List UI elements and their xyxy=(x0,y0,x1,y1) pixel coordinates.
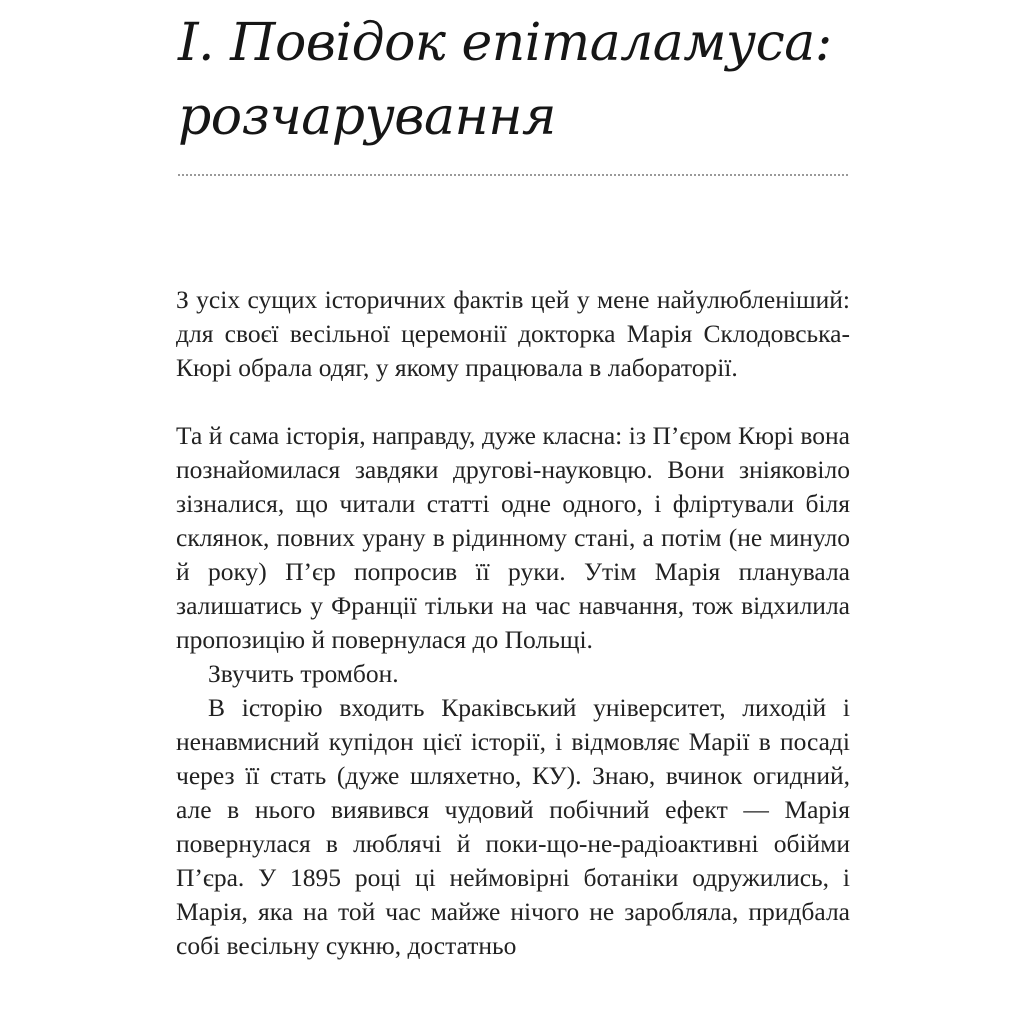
paragraph-1: З усіх сущих історичних фактів цей у мене найулюбленіший: для своєї весільної церемонії докторка Марія Склодовська-Кюрі обрала одяг, у якому працювала в лабораторії. xyxy=(176,285,850,382)
body-text xyxy=(176,283,850,963)
paragraph-3: Звучить тромбон. xyxy=(208,659,399,688)
chapter-title-line-2: розчарування xyxy=(178,87,556,147)
chapter-title xyxy=(178,6,858,154)
dotted-divider xyxy=(178,174,848,176)
paragraph-4: В історію входить Краківський університет, лиходій і ненавмисний купідон цієї історії, і відмовляє Марії в посаді через її стать (дуже шляхетно, КУ). Знаю, вчинок огидний, але в нього виявився чудовий побічний ефект — Марія повернулася в люблячі й поки-що-не-радіоактивні обійми П’єра. У 1895 році ці неймовірні ботаніки одружились, і Марія, яка на той час майже нічого не заробляла, придбала собі весільну сукню, достатньо xyxy=(176,693,850,960)
paragraph-2: Та й сама історія, направду, дуже класна: із П’єром Кюрі вона познайомилася завдяки другові-науковцю. Вони зніяковіло зізналися, що читали статті одне одного, і фліртували біля склянок, повних урану в рідинному стані, а потім (не минуло й року) П’єр попросив її руки. Утім Марія планувала залишатись у Франції тільки на час навчання, тож відхилила пропозицію й повернулася до Польщі. xyxy=(176,421,850,654)
chapter-title-line-1: І. Повідок епіталамуса: xyxy=(178,13,832,73)
